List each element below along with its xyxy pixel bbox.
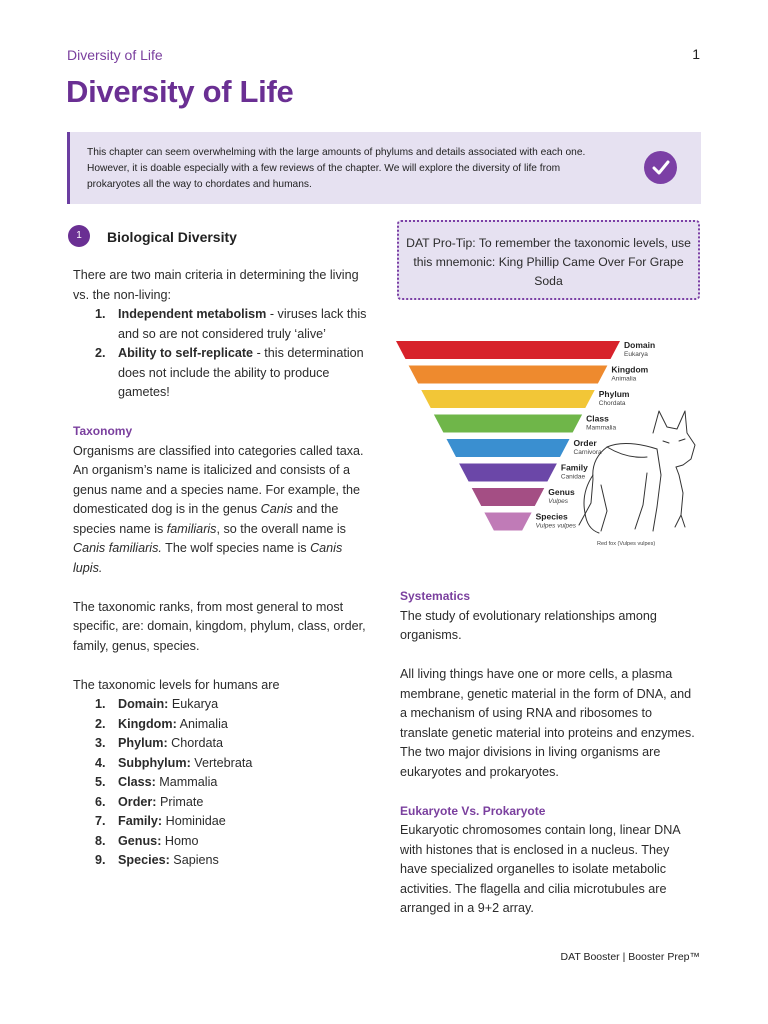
right-column bbox=[400, 587, 700, 919]
level-num: 4. bbox=[95, 755, 106, 770]
criteria-num: 1. bbox=[95, 307, 106, 321]
italic-term: Canis familiaris. bbox=[73, 541, 162, 555]
pyramid-band-species bbox=[484, 513, 531, 531]
taxonomy-paragraph bbox=[73, 442, 373, 579]
criteria-intro: There are two main criteria in determining the living vs. the non-living: bbox=[73, 268, 359, 302]
pyramid-example-label: Vulpes vulpes bbox=[535, 522, 576, 530]
criteria-num: 2. bbox=[95, 346, 106, 360]
taxonomy-heading: Taxonomy bbox=[73, 424, 133, 438]
eukaryote-heading: Eukaryote Vs. Prokaryote bbox=[400, 803, 546, 818]
text-span: The wolf species name is bbox=[161, 541, 311, 555]
level-num: 8. bbox=[95, 833, 106, 848]
level-value: Eukarya bbox=[168, 697, 219, 711]
pyramid-band-domain bbox=[396, 341, 620, 359]
level-label: Phylum: bbox=[118, 736, 168, 750]
level-value: Homo bbox=[161, 833, 199, 848]
level-item bbox=[73, 832, 373, 852]
pyramid-rank-label: Genus bbox=[548, 487, 575, 497]
pyramid-rank-label: Domain bbox=[624, 340, 656, 350]
criteria-term: Ability to self-replicate bbox=[118, 346, 254, 360]
level-item bbox=[73, 695, 373, 715]
level-label: Genus: bbox=[118, 833, 162, 848]
level-value: Chordata bbox=[167, 736, 223, 750]
taxonomy-pyramid bbox=[395, 335, 700, 550]
criteria-term: Independent metabolism bbox=[118, 307, 267, 321]
text-span: and the species name is bbox=[73, 502, 339, 536]
pyramid-example-label: Carnivora bbox=[573, 449, 602, 456]
intro-callout bbox=[67, 132, 701, 204]
level-label: Order: bbox=[118, 794, 157, 809]
level-value: Mammalia bbox=[155, 775, 218, 789]
check-circle-icon bbox=[644, 151, 677, 184]
running-head: Diversity of Life bbox=[67, 47, 163, 63]
level-label: Kingdom: bbox=[118, 716, 177, 731]
pyramid-rank-label: Class bbox=[586, 413, 609, 424]
level-num: 1. bbox=[95, 697, 106, 711]
eukaryote-paragraph: Eukaryotic chromosomes contain long, linear DNA with histones that is enclosed in a nucleus. They have specialized organelles to isolate metabolic activities. The flagella and cilia microtubules are arranged in a 9+2 array. bbox=[400, 823, 680, 915]
pyramid-example-label: Vulpes bbox=[548, 498, 569, 505]
level-num: 6. bbox=[95, 794, 106, 809]
pyramid-rank-label: Family bbox=[560, 462, 588, 473]
intro-text: This chapter can seem overwhelming with the large amounts of phylums and details associated with each one. However, it is doable especially with a few reviews of the chapter. We will explore the diversity of life from prokaryotes all the way to chordates and humans. bbox=[87, 147, 586, 190]
level-num: 7. bbox=[95, 814, 106, 828]
text-span: , so the overall name is bbox=[216, 521, 346, 536]
italic-term: Canis lupis. bbox=[73, 541, 343, 575]
criteria-desc: - viruses lack this and so are not considered truly ‘alive’ bbox=[118, 307, 367, 341]
fox-caption: Red fox (Vulpes vulpes) bbox=[597, 541, 656, 547]
pyramid-example-label: Chordata bbox=[598, 400, 626, 407]
level-value: Sapiens bbox=[169, 853, 219, 867]
systematics-heading: Systematics bbox=[400, 589, 471, 603]
criteria-item bbox=[73, 305, 373, 344]
italic-term: Canis bbox=[260, 502, 293, 516]
pyramid-rank-label: Species bbox=[535, 511, 568, 522]
level-num: 9. bbox=[95, 853, 106, 867]
level-value: Animalia bbox=[176, 716, 228, 731]
pyramid-band-family bbox=[459, 464, 557, 482]
level-item bbox=[73, 715, 373, 735]
level-num: 5. bbox=[95, 775, 106, 789]
criteria-item bbox=[73, 344, 373, 403]
systematics-paragraph: All living things have one or more cells, a plasma membrane, genetic material in the form of DNA, and a mechanism of using RNA and ribosomes to translate genetic material into proteins and enzymes. The two major divisions in living organisms are eukaryotes and prokaryotes. bbox=[400, 667, 695, 779]
level-value: Primate bbox=[156, 794, 204, 809]
level-num: 3. bbox=[95, 736, 106, 750]
page-title: Diversity of Life bbox=[66, 74, 294, 109]
pyramid-band-kingdom bbox=[409, 366, 608, 384]
level-label: Family: bbox=[118, 814, 163, 828]
pyramid-example-label: Mammalia bbox=[586, 424, 617, 432]
pyramid-band-phylum bbox=[421, 390, 595, 408]
level-num: 2. bbox=[95, 716, 106, 731]
criteria-desc: - this determination does not include the ability to produce gametes! bbox=[118, 346, 364, 399]
pyramid-example-label: Eukarya bbox=[624, 351, 648, 358]
level-item bbox=[73, 812, 373, 832]
pyramid-rank-label: Kingdom bbox=[611, 364, 649, 375]
systematics-definition: The study of evolutionary relationships among organisms. bbox=[400, 608, 657, 642]
level-label: Class: bbox=[118, 775, 156, 789]
page-number: 1 bbox=[692, 46, 700, 62]
level-item bbox=[73, 754, 373, 774]
left-column bbox=[73, 266, 373, 871]
level-value: Vertebrata bbox=[190, 755, 253, 770]
pyramid-rank-label: Order bbox=[573, 438, 597, 448]
pyramid-band-order bbox=[447, 439, 570, 457]
level-item bbox=[73, 793, 373, 813]
italic-term: familiaris bbox=[166, 521, 217, 536]
pyramid-band-genus bbox=[472, 488, 545, 506]
level-item bbox=[73, 773, 373, 793]
pyramid-band-class bbox=[434, 415, 582, 433]
level-label: Species: bbox=[118, 853, 170, 867]
taxonomy-ranks-paragraph: The taxonomic ranks, from most general to most specific, are: domain, kingdom, phylum, class, order, family, genus, species. bbox=[73, 599, 366, 653]
human-levels-intro: The taxonomic levels for humans are bbox=[73, 677, 280, 692]
footer-brand: DAT Booster | Booster Prep™ bbox=[560, 951, 700, 963]
level-label: Subphylum: bbox=[118, 755, 191, 770]
criteria-list bbox=[73, 305, 373, 403]
section-number-badge: 1 bbox=[68, 225, 90, 247]
level-label: Domain: bbox=[118, 697, 169, 711]
pyramid-rank-label: Phylum bbox=[598, 389, 630, 399]
level-item bbox=[73, 734, 373, 754]
human-levels-list bbox=[73, 695, 373, 871]
section-title: Biological Diversity bbox=[107, 229, 237, 245]
text-span: Organisms are classified into categories called taxa. An organism’s name is italicized and consists of a genus name and a species name. For example, the domesticated dog is in the genus bbox=[73, 443, 364, 516]
pro-tip-callout: DAT Pro-Tip: To remember the taxonomic levels, use this mnemonic: King Phillip Came Over For Grape Soda bbox=[397, 220, 700, 300]
level-item bbox=[73, 851, 373, 871]
pyramid-example-label: Canidae bbox=[560, 473, 586, 481]
pyramid-example-label: Animalia bbox=[611, 375, 637, 383]
level-value: Hominidae bbox=[162, 814, 226, 828]
